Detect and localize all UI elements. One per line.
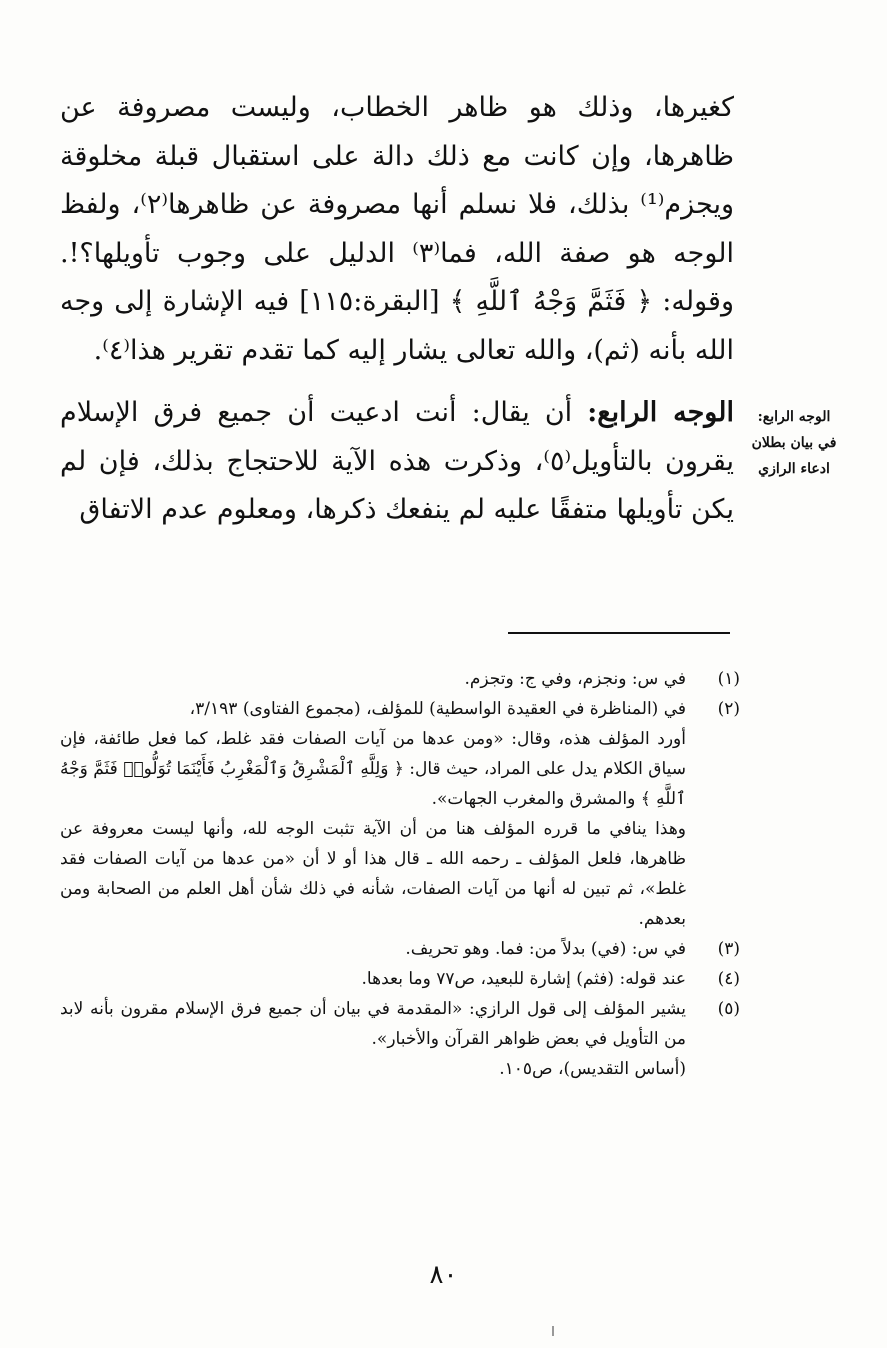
paragraph-body: أن يقال: أنت ادعيت أن جميع فرق الإسلام يقرون بالتأويل⁽٥⁾، وذكرت هذه الآية للاحتجاج بذلك، فإن لم يكن تأويلها متفقًا عليه لم ينفعك ذكرها، ومعلوم عدم الاتفاق <box>60 397 734 525</box>
main-text <box>60 84 734 535</box>
footnote-text: في (المناظرة في العقيدة الواسطية) للمؤلف، (مجموع الفتاوى) ٣/١٩٣، <box>189 699 686 719</box>
footnote-number: (٢) <box>717 699 740 719</box>
footnote <box>60 934 740 964</box>
footnote <box>60 694 740 934</box>
footnote-text: أورد المؤلف هذه، وقال: «ومن عدها من آيات الصفات فقد غلط، كما فعل طائفة، فإن سياق الكلام يدل على المراد، حيث قال: ﴿ وَلِلَّهِ ٱلْمَشْرِقُ وَٱلْمَغْرِبُ فَأَيْنَمَا تُوَلُّوا۟ فَثَمَّ وَجْهُ ٱللَّهِ ﴾ والمشرق والمغرب الجهات». <box>60 729 686 809</box>
paragraph: كغيرها، وذلك هو ظاهر الخطاب، وليست مصروفة عن ظاهرها، وإن كانت مع ذلك دالة على استقبال قبلة مخلوقة ويجزم⁽¹⁾ بذلك، فلا نسلم أنها مصروفة عن ظاهرها⁽٢⁾، ولفظ الوجه هو صفة الله، فما⁽٣⁾ الدليل على وجوب تأويلها؟!. وقوله: ﴿ فَثَمَّ وَجْهُ ٱللَّهِ ﴾ [البقرة:١١٥] فيه الإشارة إلى وجه الله بأنه (ثم)، والله تعالى يشار إليه كما تقدم تقرير هذا⁽٤⁾. <box>60 92 735 366</box>
footnote-number: (٥) <box>717 999 740 1019</box>
footnote-text: (أساس التقديس)، ص١٠٥. <box>499 1059 686 1079</box>
footnote-separator <box>508 632 730 634</box>
footnote-text: يشير المؤلف إلى قول الرازي: «المقدمة في بيان أن جميع فرق الإسلام مقرون بأنه لابد من التأويل في بعض ظواهر القرآن والأخبار». <box>60 999 686 1049</box>
footnote <box>60 994 740 1084</box>
page-number: ٨٠ <box>429 1260 458 1290</box>
footnote-text: في س: (في) بدلاً من: فما. وهو تحريف. <box>405 939 686 959</box>
footnotes <box>60 664 740 1084</box>
footnote-number: (٤) <box>717 969 740 989</box>
scan-mark <box>552 1326 554 1336</box>
footnote <box>60 664 740 694</box>
footnote-number: (١) <box>717 669 740 689</box>
paragraph <box>60 389 734 535</box>
margin-note-line: ادعاء الرازي <box>758 461 830 477</box>
margin-note <box>744 404 844 482</box>
footnote <box>60 964 740 994</box>
margin-note-line: الوجه الرابع: <box>757 409 831 425</box>
footnote-number: (٣) <box>717 939 740 959</box>
section-heading: الوجه الرابع: <box>587 397 734 428</box>
footnote-text: في س: ونجزم، وفي ج: وتجزم. <box>464 669 686 689</box>
footnote-text: وهذا ينافي ما قرره المؤلف هنا من أن الآية تثبت الوجه لله، وأنها ليست معروفة عن ظاهرها، فلعل المؤلف ـ رحمه الله ـ قال هذا أو لا أن «من عدها من آيات الصفات فقد غلط»، ثم تبين له أنها من آيات الصفات، شأنه في ذلك شأن أهل العلم من الصحابة ومن بعدهم. <box>60 819 686 929</box>
footnote-text: عند قوله: (فثم) إشارة للبعيد، ص٧٧ وما بعدها. <box>361 969 686 989</box>
margin-note-line: في بيان بطلان <box>751 435 837 451</box>
